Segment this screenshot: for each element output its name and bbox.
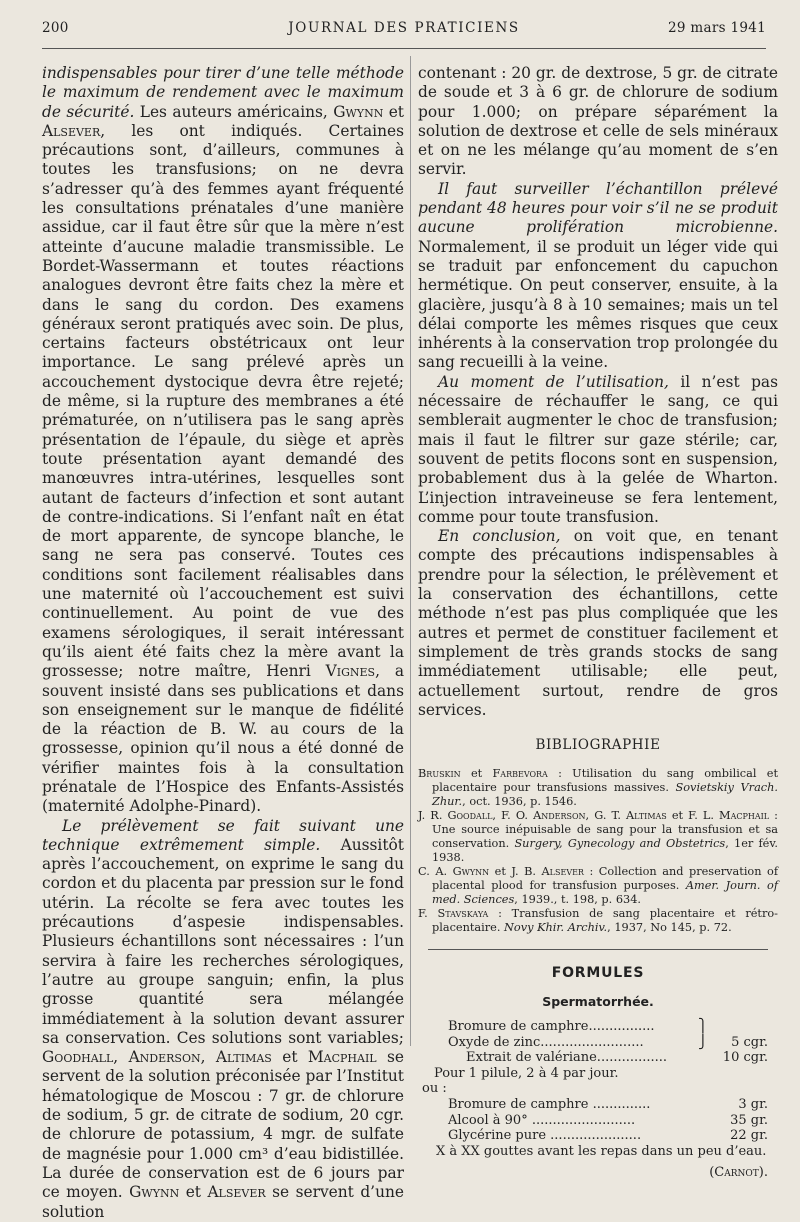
ingredient-name: Alcool à 90° ......................... (448, 1112, 636, 1128)
text-run: Normalement, il se produit un léger vide qui se traduit par enfoncement du capuchon hermétique. On peut conserver, ensuite, à la glacière, jusqu’à 8 à 10 semaines; mais un tel délai comporte les mêmes risques que ceux inhérents à la conservation trop prolongée du sang recueilli à la veine. (418, 237, 778, 372)
left-column (42, 64, 404, 1222)
formula-author: (Carnot). (709, 1165, 768, 1181)
text-run: Macphail (307, 1048, 377, 1067)
ingredient-dose: 35 gr. (730, 1112, 768, 1128)
bibliography-run: J. B. Alsever (511, 865, 584, 879)
bibliography-entry (418, 907, 778, 935)
bibliography-run: Bruskin (418, 767, 461, 781)
text-run: Alsever (42, 121, 101, 140)
bibliography-run: F. L. Macphail (688, 809, 770, 823)
text-run: Au moment de l’utilisation, (438, 372, 669, 391)
bibliography-run: , oct. 1936, p. 1546. (462, 795, 577, 809)
bibliography-entry (418, 809, 778, 865)
ingredient-dose: 5 cgr. (731, 1034, 768, 1050)
text-run: , les ont indiqués. Certaines précautions sont, d’ailleurs, communes à toutes les transfusions; on ne devra s’adresser qu’à des femmes ayant fréquenté les consultations prénatales d’une manière assidue, car il faut être sûr que la mère n’est atteinte d’aucune maladie transmissible. Le Bordet-Wassermann et toutes réactions analogues devront être faits chez la mère et dans le sang du cordon. Des examens généraux seront pratiqués avec soin. De plus, certains facteurs obstétricaux ont leur importance. Le sang prélevé après un accouchement dystocique devra être rejeté; de même, si la rupture des membranes a été prématurée, on n’utilisera pas le sang après présentation de l’épaule, du siège et après toute présentation ayant demandé des manœuvres intra-utérines, lesquelles sont autant de facteurs d’infection et sont autant de contre-indications. Si l’enfant naît en état de mort apparente, de syncope blanche, le sang ne sera pas conservé. Toutes ces conditions sont facilement réalisables dans une maternité où l’accouchement est suivi continuellement. Au point de vue des examens sérologiques, il serait intéressant qu’ils aient été faits chez la mère avant la grossesse; notre maître, Henri (42, 121, 404, 681)
bibliography-run: C. A. Gwynn (418, 865, 490, 879)
formula-block (418, 1019, 778, 1181)
text-run: Vignes (325, 662, 376, 681)
bibliography-run: : Collection and preservation of placental plood for transfusion purposes. (432, 865, 778, 893)
bibliography-run: , 1939., t. 198, p. 634. (514, 893, 642, 907)
ingredient-name: Glycérine pure ...................... (448, 1128, 642, 1144)
bibliography-run: Surgery, Gynecology and Obstetrics (514, 837, 726, 851)
right-column (418, 64, 778, 1181)
bibliography-run: F. Stavskaya (418, 907, 489, 921)
bibliography-run: et (460, 767, 493, 781)
text-run: se servent de la solution préconisée par l’Institut hématologique de Moscou : 7 gr. de chlorure de sodium, 5 gr. de citrate de sodium, 20 cgr. de chlorure de potassium, 4 mgr. de sulfate de magnésie pour 1.000 cm³ d’eau bidistillée. La durée de conservation est de 6 jours par ce moyen. (42, 1048, 404, 1202)
formula-ingredient-row (418, 1035, 778, 1051)
brace-mark: ⎭ (698, 1034, 708, 1050)
brace-mark: ⎫ (698, 1018, 708, 1034)
text-run: et (271, 1048, 308, 1067)
text-run: , a souvent insisté dans ses publications et dans son enseignement sur le manque de fidélité de la réaction de B. W. au cours de la grossesse, opinion qu’il nous a été donné de vérifier maintes fois à la consultation prénatale de l’Hospice des Enfants-Assistés (maternité Adolphe-Pinard). (42, 662, 404, 816)
section-rule (428, 949, 768, 950)
text-run: Les auteurs américains, (134, 102, 334, 121)
bibliography-run: , 1er fév. 1938. (432, 837, 778, 865)
text-run: on voit que, en tenant compte des précautions indispensables à prendre pour la sélection, le prélèvement et la conservation des échantillons, cette méthode n’est pas plus compliquée que les autres et permet de constituer facilement et simplement de très grands stocks de sang immédiatement utilisable; elle peut, actuellement surtout, rendre de gros services. (418, 527, 778, 719)
formula-ingredient-row (418, 1097, 778, 1113)
bibliography-list (418, 767, 778, 935)
bibliography-entry (418, 767, 778, 809)
text-run: Goodhall, Anderson, Altimas (42, 1048, 272, 1067)
formula-ingredient-row (418, 1019, 778, 1035)
text-run: il n’est pas nécessaire de réchauffer le sang, ce qui semblerait augmenter le choc de transfusion; mais il faut le filtrer sur gaze stérile; car, souvent de petits flocons sont en suspension, probablement dus à la gelée de Wharton. L’injection intraveineuse se fera lentement, comme pour toute transfusion. (418, 372, 778, 526)
formula-ingredient-row (418, 1050, 778, 1066)
formula-note: Pour 1 pilule, 2 à 4 par jour. (434, 1065, 619, 1081)
text-run: Gwynn (333, 102, 384, 121)
bibliography-run: et (489, 865, 512, 879)
text-run: Aussitôt après l’accouchement, on exprime le sang du cordon et du placenta par pression sur le fond utérin. La récolte se fera avec toutes les précautions d’aspesie indispensables. Plusieurs échantillons sont nécessaires : l’un servira à faire les recherches sérologiques, l’autre au groupe sanguin; enfin, la plus grosse quantité sera mélangée immédiatement à la solution devant assurer sa conservation. Ces solutions sont variables; (42, 835, 404, 1047)
text-run: Le prélèvement se fait suivant une technique extrêmement simple. (42, 816, 404, 854)
ingredient-name: Oxyde de zinc......................... (448, 1034, 644, 1050)
page-number: 200 (42, 20, 69, 36)
ingredient-dose: 22 gr. (730, 1128, 768, 1144)
bibliography-run: : Une source inépuisable de sang pour la transfusion et sa conservation. (432, 809, 778, 851)
ingredient-dose: 10 cgr. (722, 1050, 768, 1066)
ingredient-name: Bromure de camphre................ (448, 1018, 655, 1034)
paragraph-prelevement (42, 817, 404, 1222)
formula-title: Spermatorrhée. (542, 993, 654, 1009)
bibliography-run: : Transfusion de sang placentaire et rétro-placentaire. (432, 907, 778, 935)
formula-group-2 (418, 1097, 778, 1144)
text-run: Alsever (207, 1183, 266, 1202)
formula-ingredient-row (418, 1128, 778, 1144)
text-run: indispensables pour tirer d’une telle méthode le maximum de rendement avec le maximum de sécurité. (42, 64, 404, 121)
bibliography-run: : Utilisation du sang ombilical et placentaire pour transfusions massives. (432, 767, 778, 795)
page-header (42, 20, 766, 40)
bibliography-entry (418, 865, 778, 907)
formula-dosage: X à XX gouttes avant les repas dans un peu d’eau. (436, 1143, 767, 1159)
header-rule (42, 48, 766, 49)
text-run: Gwynn (129, 1183, 180, 1202)
formules-heading: FORMULES (551, 965, 645, 982)
paragraph-utilisation (418, 373, 778, 527)
formula-alternative: ou : (422, 1081, 447, 1097)
bibliography-run: Amer. Journ. of med. Sciences (432, 879, 779, 907)
text-run: Il faut surveiller l’échantillon prélevé pendant 48 heures pour voir s’il ne se produit aucune prolifération microbienne. (418, 179, 778, 237)
bibliography-run: Sovietskiy Vrach. Zhur. (432, 781, 778, 809)
formula-group-1 (418, 1019, 778, 1066)
text-run: et (383, 102, 404, 121)
bibliography-run: Farbevora (492, 767, 548, 781)
text-run: contenant : 20 gr. de dextrose, 5 gr. de citrate de soude et 3 à 6 gr. de chlorure de sodium pour 1.000; on prépare séparément la solution de dextrose et celle de sels minéraux et on ne les mélange qu’au moment de s’en servir. (418, 64, 778, 179)
bibliography-title: BIBLIOGRAPHIE (535, 737, 661, 754)
text-run: En conclusion, (438, 527, 561, 546)
ingredient-name: Extrait de valériane................. (466, 1050, 668, 1066)
bibliography-run: J. R. Goodall, F. O. Anderson, G. T. Altimas (418, 809, 667, 823)
journal-title: JOURNAL DES PRATICIENS (288, 20, 520, 36)
paragraph-precautions (42, 64, 404, 817)
ingredient-name: Bromure de camphre .............. (448, 1096, 651, 1112)
paragraph-solution (418, 64, 778, 180)
formula-ingredient-row (418, 1113, 778, 1129)
text-run: et (179, 1183, 208, 1202)
bibliography-run: , 1937, No 145, p. 72. (607, 921, 732, 935)
issue-date: 29 mars 1941 (668, 20, 766, 36)
bibliography-run: Novy Khir. Archiv. (504, 921, 608, 935)
text-run: se servent d’une solution (42, 1183, 404, 1221)
bibliography-run: et (666, 809, 689, 823)
paragraph-surveillance (418, 180, 778, 373)
column-divider (410, 56, 411, 1046)
paragraph-conclusion (418, 527, 778, 720)
ingredient-dose: 3 gr. (738, 1096, 768, 1112)
